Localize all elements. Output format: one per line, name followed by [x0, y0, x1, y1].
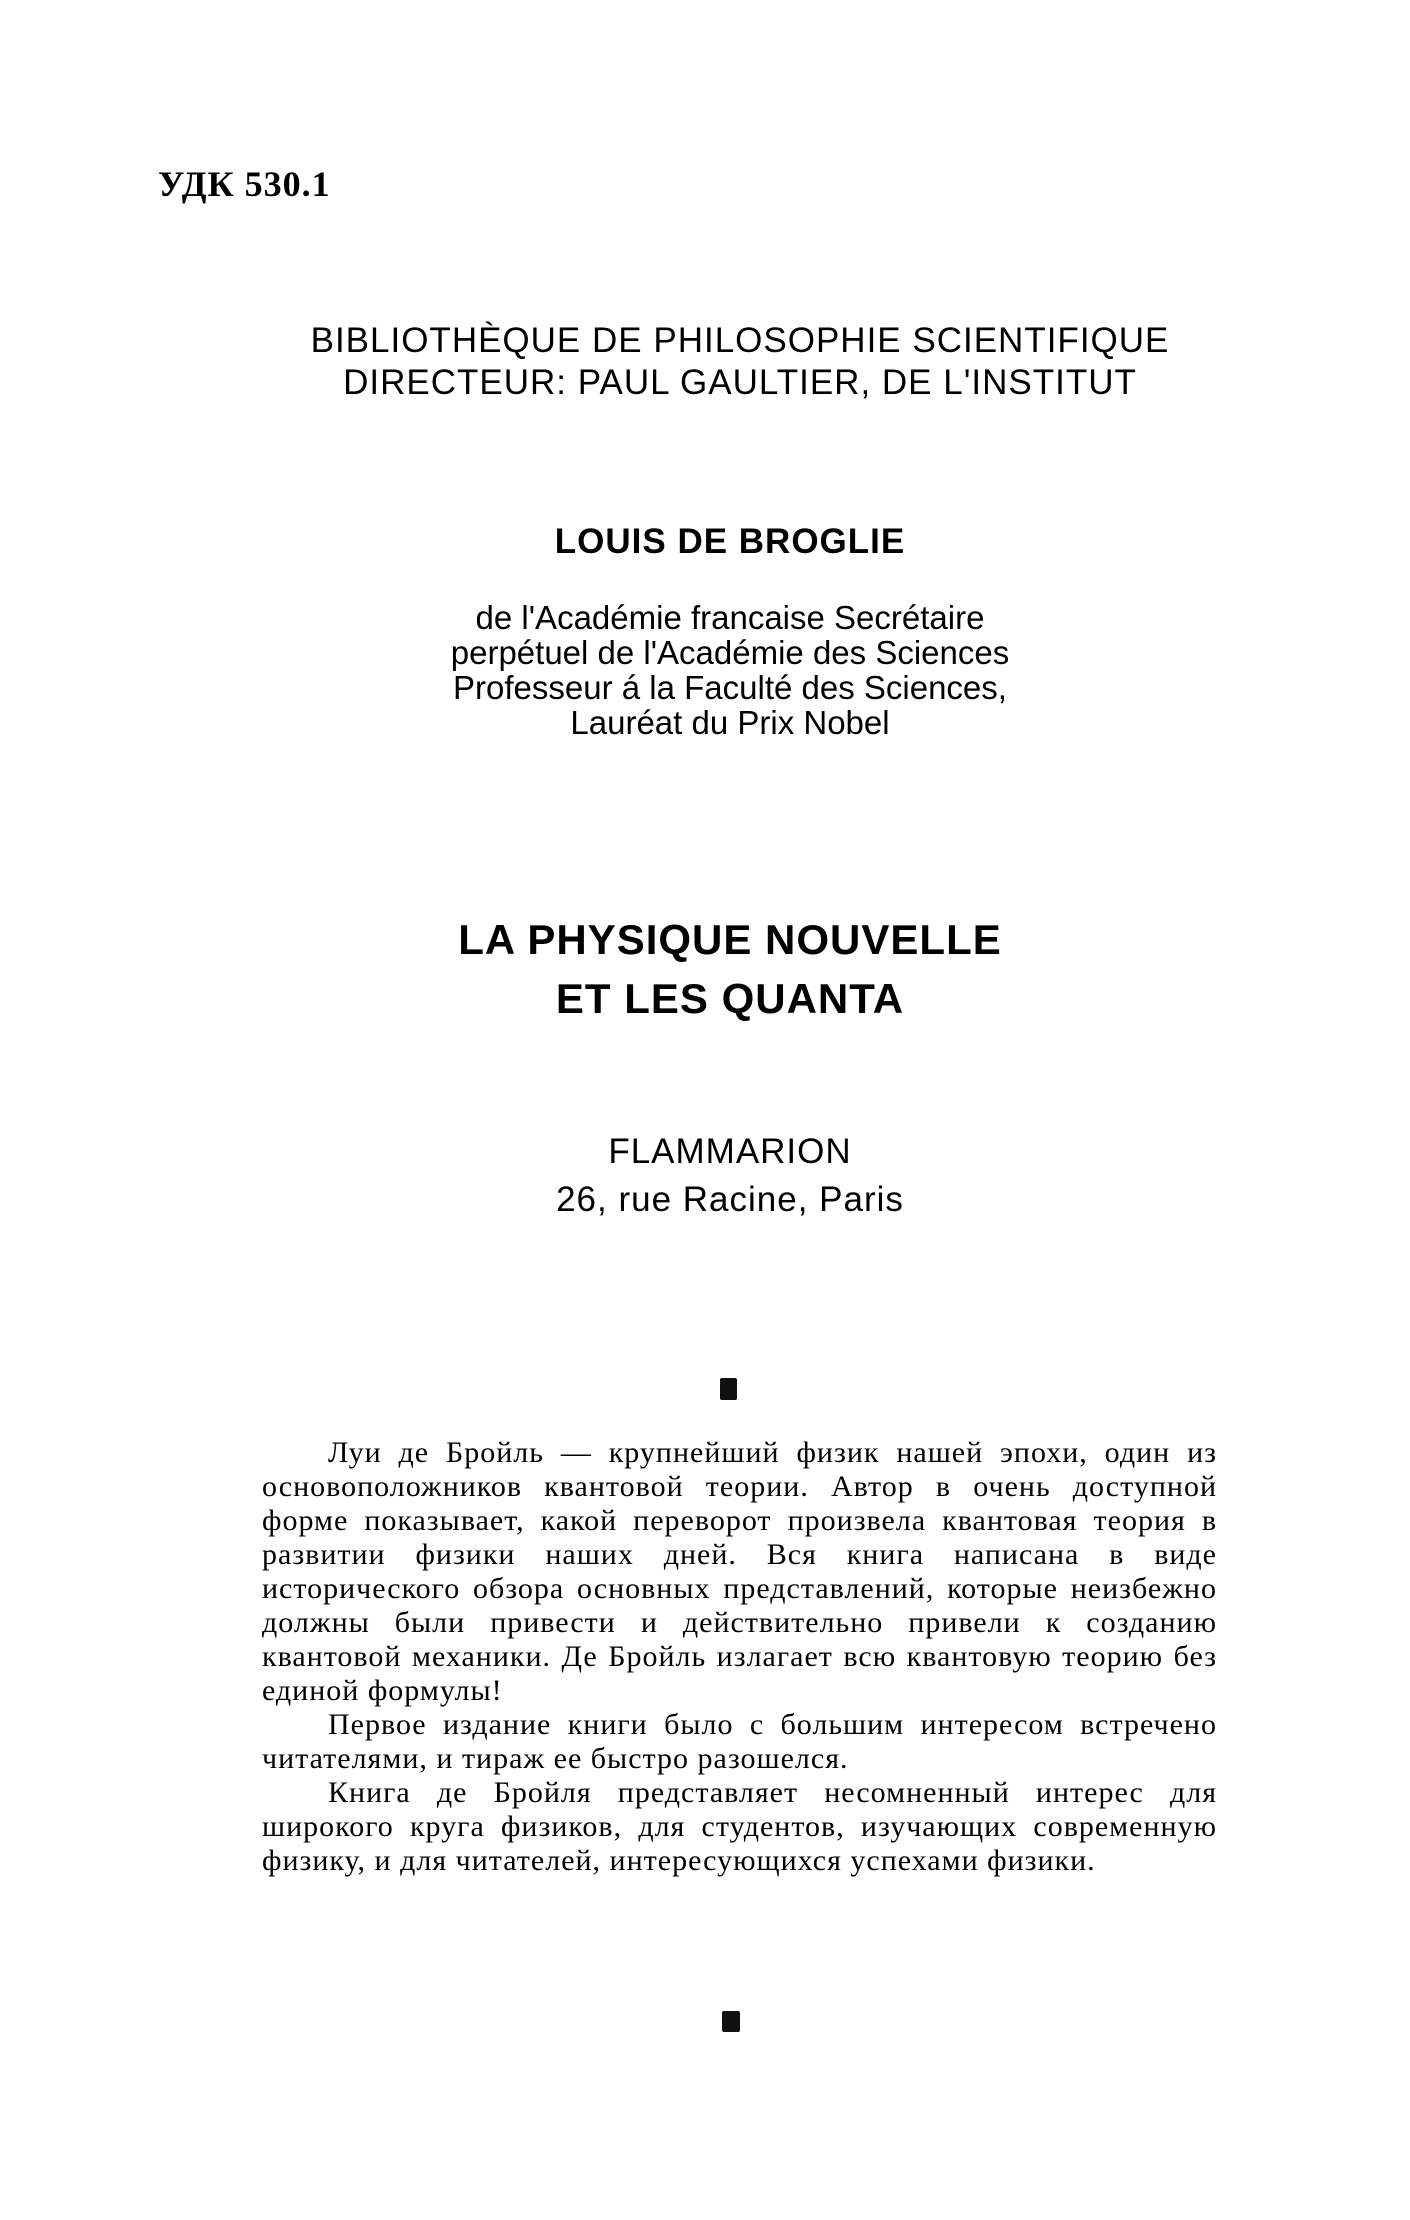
publisher-block — [400, 1128, 1060, 1224]
credential-line: de l'Académie francaise Secrétaire — [475, 599, 985, 636]
udk-code: УДК 530.1 — [158, 164, 331, 204]
annotation-paragraph: Луи де Бройль — крупнейший физик нашей эпохи, один из основоположников квантовой теории. Автор в очень доступной форме показывает, какой переворот произвела квантовая теория в развитии физики наших дней. Вся книга написана в виде исторического обзора основных представлений, которые неизбежно должны были привести и действительно привели к созданию квантовой механики. Де Бройль излагает всю квантовую теорию без единой формулы! — [262, 1436, 1217, 1707]
book-annotation — [262, 1436, 1217, 1878]
credential-line: perpétuel de l'Académie des Sciences — [450, 634, 1010, 671]
publisher-address: 26, rue Racine, Paris — [556, 1180, 904, 1219]
ornament-square-icon — [722, 2011, 740, 2032]
credential-line: Lauréat du Prix Nobel — [570, 704, 890, 741]
book-title-line-1: LA PHYSIQUE NOUVELLE — [458, 916, 1002, 963]
publisher-name: FLAMMARION — [608, 1132, 852, 1171]
series-heading — [230, 320, 1250, 404]
book-title — [360, 910, 1100, 1028]
series-director: DIRECTEUR: PAUL GAULTIER, DE L'INSTITUT — [343, 363, 1137, 402]
series-title: BIBLIOTHÈQUE DE PHILOSOPHIE SCIENTIFIQUE — [310, 321, 1170, 360]
credential-line: Professeur á la Faculté des Sciences, — [453, 669, 1007, 706]
ornament-square-icon — [720, 1378, 737, 1400]
book-title-line-2: ET LES QUANTA — [555, 975, 905, 1022]
annotation-paragraph: Книга де Бройля представляет несомненный интерес для широкого круга физиков, для студентов, изучающих современную физику, и для читателей, интересующихся успехами физики. — [262, 1776, 1217, 1877]
author-name: LOUIS DE BROGLIE — [554, 522, 906, 561]
annotation-paragraph: Первое издание книги было с большим интересом встречено читателями, и тираж ее быстро разошелся. — [262, 1708, 1217, 1775]
author-credentials — [360, 600, 1100, 740]
